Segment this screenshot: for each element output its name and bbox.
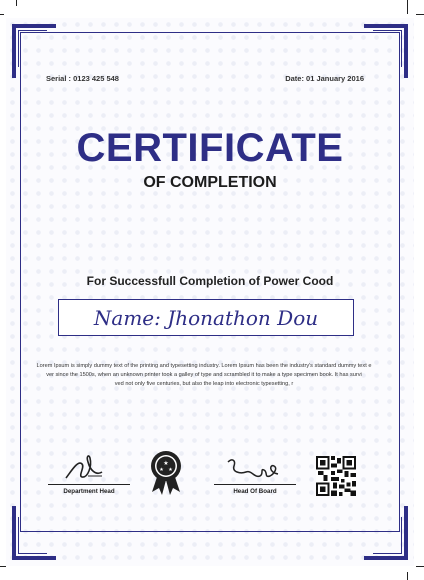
crop-mark bbox=[407, 0, 408, 14]
signature-icon bbox=[58, 450, 118, 482]
completion-purpose: For Successfull Completion of Power Cood bbox=[86, 274, 334, 288]
crop-mark bbox=[16, 0, 17, 6]
issue-date: Date: 01 January 2016 bbox=[285, 74, 364, 83]
department-head-signature bbox=[58, 450, 118, 482]
head-of-board-label: Head Of Board bbox=[233, 488, 277, 495]
svg-text:★: ★ bbox=[159, 467, 164, 473]
department-head-line bbox=[48, 484, 130, 485]
signature-icon bbox=[224, 456, 284, 482]
award-seal bbox=[148, 450, 184, 496]
department-head-label: Department Head bbox=[63, 488, 115, 495]
crop-mark bbox=[0, 566, 6, 567]
head-of-board-signature bbox=[224, 456, 284, 482]
description-line: ver since the 1500s, when an unknown printer took a galley of type and scrambled it to make a type specimen book. It has survi bbox=[46, 372, 362, 378]
certificate-title: CERTIFICATE bbox=[76, 126, 344, 170]
crop-mark bbox=[0, 14, 4, 15]
svg-text:★: ★ bbox=[168, 467, 173, 473]
description-line: Lorem Ipsum is simply dummy text of the printing and typesetting industry. Lorem Ipsum has been the industry's standard dummy text e bbox=[36, 363, 372, 369]
crop-mark bbox=[416, 566, 424, 567]
crop-mark bbox=[407, 572, 408, 580]
qr-code bbox=[316, 456, 356, 496]
recipient-name-box bbox=[58, 299, 354, 336]
certificate-description bbox=[36, 362, 372, 389]
award-seal-icon bbox=[148, 450, 184, 496]
head-of-board-line bbox=[214, 484, 296, 485]
description-line: ved not only five centuries, but also the leap into electronic typesetting, r bbox=[114, 381, 294, 387]
qr-code-icon bbox=[316, 456, 356, 496]
serial-number: Serial : 0123 425 548 bbox=[46, 74, 119, 83]
certificate-sheet bbox=[6, 18, 414, 566]
crop-mark bbox=[416, 14, 424, 15]
recipient-name: Name: Jhonathon Dou bbox=[93, 305, 319, 330]
certificate-subtitle: OF COMPLETION bbox=[143, 174, 277, 191]
svg-text:★: ★ bbox=[163, 460, 169, 467]
